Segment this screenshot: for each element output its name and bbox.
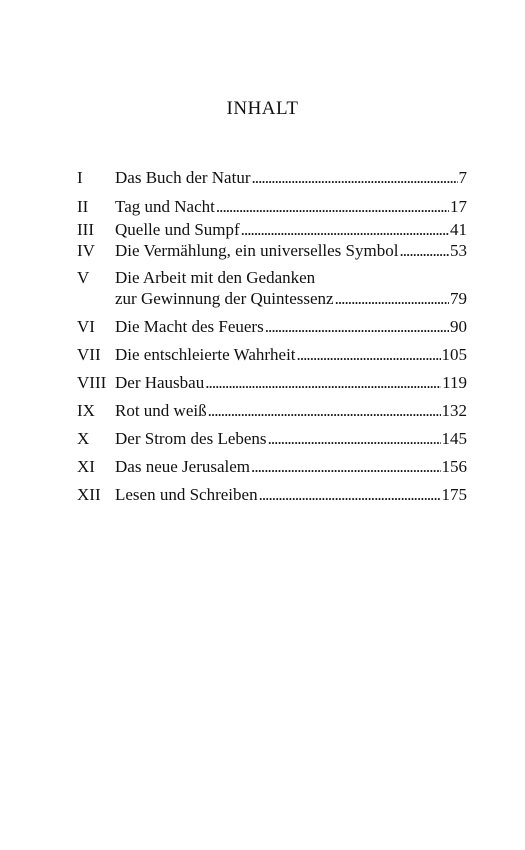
chapter-title: Die Macht des Feuers <box>115 317 264 336</box>
chapter-number: V <box>77 268 90 287</box>
chapter-number: XI <box>77 457 95 476</box>
page-number: 145 <box>441 429 467 448</box>
dot-leader <box>259 484 441 505</box>
page-number: 90 <box>450 317 467 336</box>
dot-leader <box>208 400 441 421</box>
page-number: 17 <box>450 197 467 216</box>
chapter-title: Die Arbeit mit den Gedanken <box>115 268 316 287</box>
dot-leader <box>252 167 458 188</box>
toc-entry <box>77 267 467 309</box>
page-number: 105 <box>441 345 467 364</box>
page-number: 79 <box>450 289 467 308</box>
toc-entry <box>77 400 467 421</box>
chapter-number: XII <box>77 485 101 504</box>
chapter-title: Das neue Jerusalem <box>115 457 251 476</box>
toc-entry <box>77 240 467 261</box>
page-number: 119 <box>442 373 467 392</box>
page-number: 7 <box>458 168 467 187</box>
toc-entry <box>77 456 467 477</box>
page-number: 41 <box>450 220 467 239</box>
dot-leader <box>216 196 449 217</box>
chapter-number: III <box>77 220 94 239</box>
page-number: 175 <box>441 485 467 504</box>
toc-entry <box>77 316 467 337</box>
toc-entry <box>77 167 467 188</box>
dot-leader <box>205 372 441 393</box>
chapter-title: Die Vermählung, ein universelles Symbol <box>115 241 399 260</box>
toc-entry <box>77 484 467 505</box>
table-of-contents <box>77 167 467 505</box>
chapter-number: IX <box>77 401 95 420</box>
dot-leader <box>265 316 449 337</box>
chapter-title: Die entschleierte Wahrheit <box>115 345 296 364</box>
chapter-title: Quelle und Sumpf <box>115 220 240 239</box>
chapter-title: Rot und weiß <box>115 401 207 420</box>
chapter-title: Lesen und Schreiben <box>115 485 258 504</box>
dot-leader <box>335 288 449 309</box>
chapter-title: Der Strom des Lebens <box>115 429 267 448</box>
chapter-title-continued: zur Gewinnung der Quintessenz <box>115 289 334 308</box>
dot-leader <box>268 428 441 449</box>
page-number: 132 <box>441 401 467 420</box>
chapter-title: Der Hausbau <box>115 373 205 392</box>
toc-entry <box>77 372 467 393</box>
page-number: 53 <box>450 241 467 260</box>
chapter-number: I <box>77 168 83 187</box>
chapter-number: X <box>77 429 90 448</box>
chapter-number: VIII <box>77 373 107 392</box>
chapter-number: VII <box>77 345 101 364</box>
dot-leader <box>399 240 449 261</box>
page-number: 156 <box>441 457 467 476</box>
dot-leader <box>297 344 441 365</box>
toc-entry <box>77 428 467 449</box>
toc-entry <box>77 344 467 365</box>
chapter-number: IV <box>77 241 95 260</box>
toc-entry <box>77 219 467 240</box>
chapter-title: Das Buch der Natur <box>115 168 251 187</box>
dot-leader <box>251 456 440 477</box>
page-title: INHALT <box>226 98 299 119</box>
chapter-title: Tag und Nacht <box>115 197 215 216</box>
dot-leader <box>241 219 449 240</box>
chapter-number: VI <box>77 317 95 336</box>
chapter-number: II <box>77 197 89 216</box>
toc-entry <box>77 196 467 217</box>
